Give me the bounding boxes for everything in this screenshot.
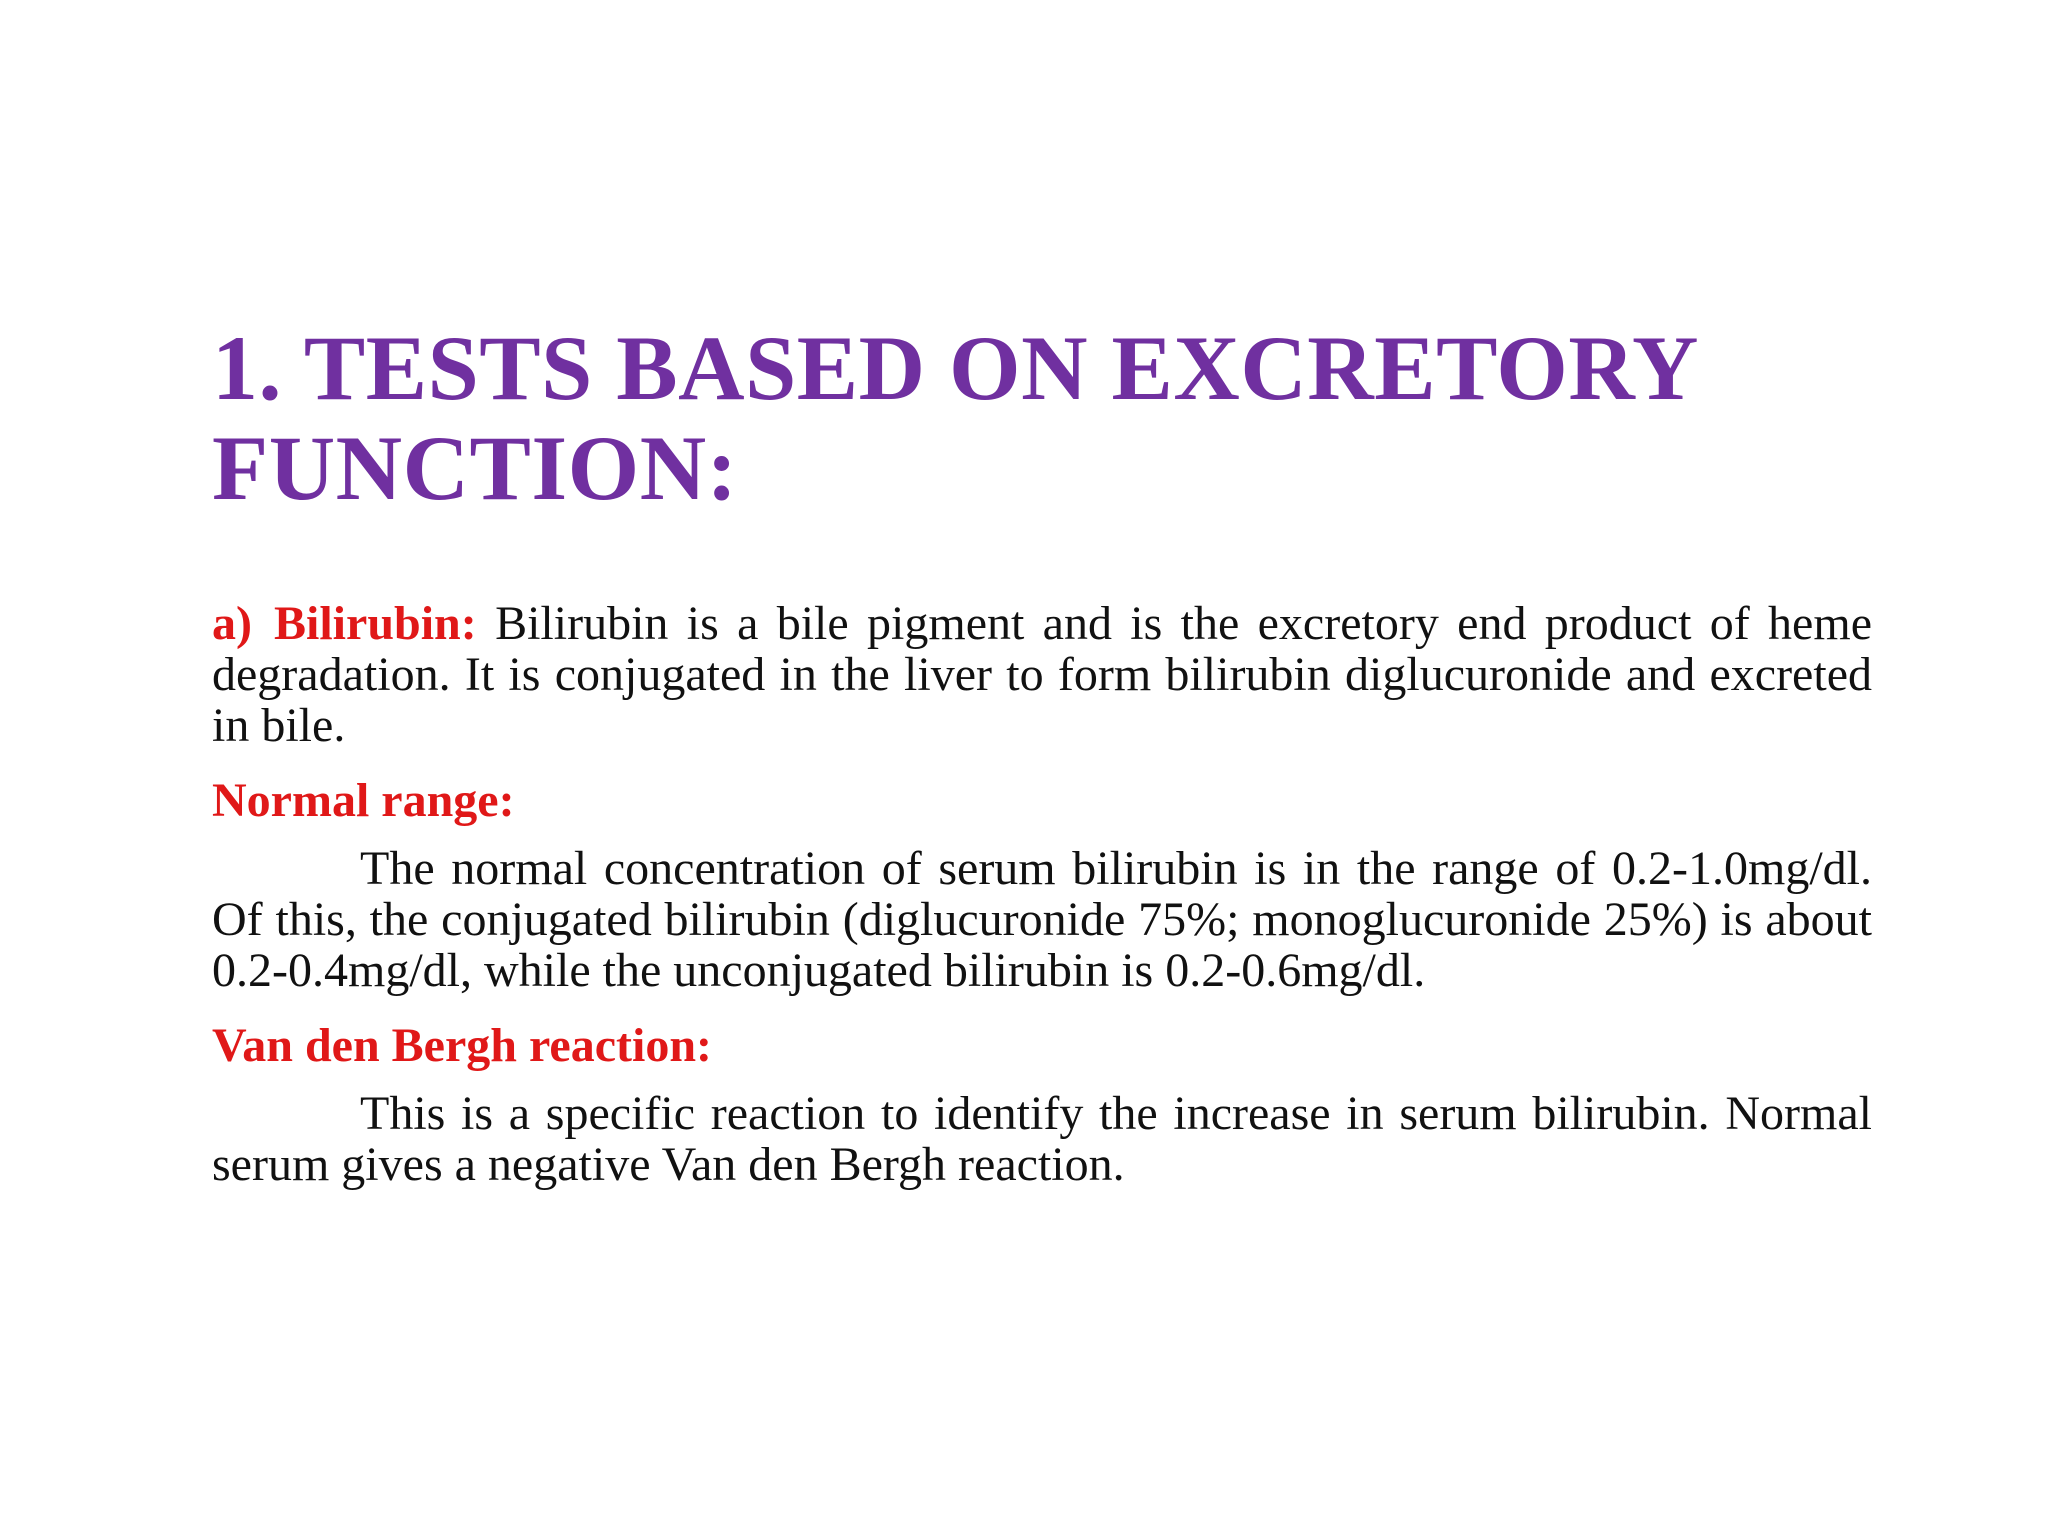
title-line-1: 1. TESTS BASED ON EXCRETORY xyxy=(212,317,1699,419)
van-den-bergh-heading: Van den Bergh reaction: xyxy=(212,1019,713,1072)
title-line-2: FUNCTION: xyxy=(212,417,738,519)
slide-content xyxy=(212,318,1872,1190)
bilirubin-paragraph xyxy=(212,598,1872,751)
section-marker: a) xyxy=(212,597,252,650)
bilirubin-description: Bilirubin is a bile pigment and is the excretory end product of heme degradation. It is conjugated in the liver to form bilirubin diglucuronide and excreted in bile. xyxy=(212,597,1873,752)
van-den-bergh-paragraph: This is a specific reaction to identify the increase in serum bilirubin. Normal serum gives a negative Van den Bergh reaction. xyxy=(212,1087,1872,1191)
bilirubin-term: Bilirubin: xyxy=(273,597,477,650)
slide-title xyxy=(212,318,1872,518)
normal-range-paragraph: The normal concentration of serum bilirubin is in the range of 0.2-1.0mg/dl. Of this, the conjugated bilirubin (diglucuronide 75%; monoglucuronide 25%) is about 0.2-0.4mg/dl, while the unconjugated bilirubin is 0.2-0.6mg/dl. xyxy=(212,842,1872,997)
normal-range-heading: Normal range: xyxy=(212,774,515,827)
